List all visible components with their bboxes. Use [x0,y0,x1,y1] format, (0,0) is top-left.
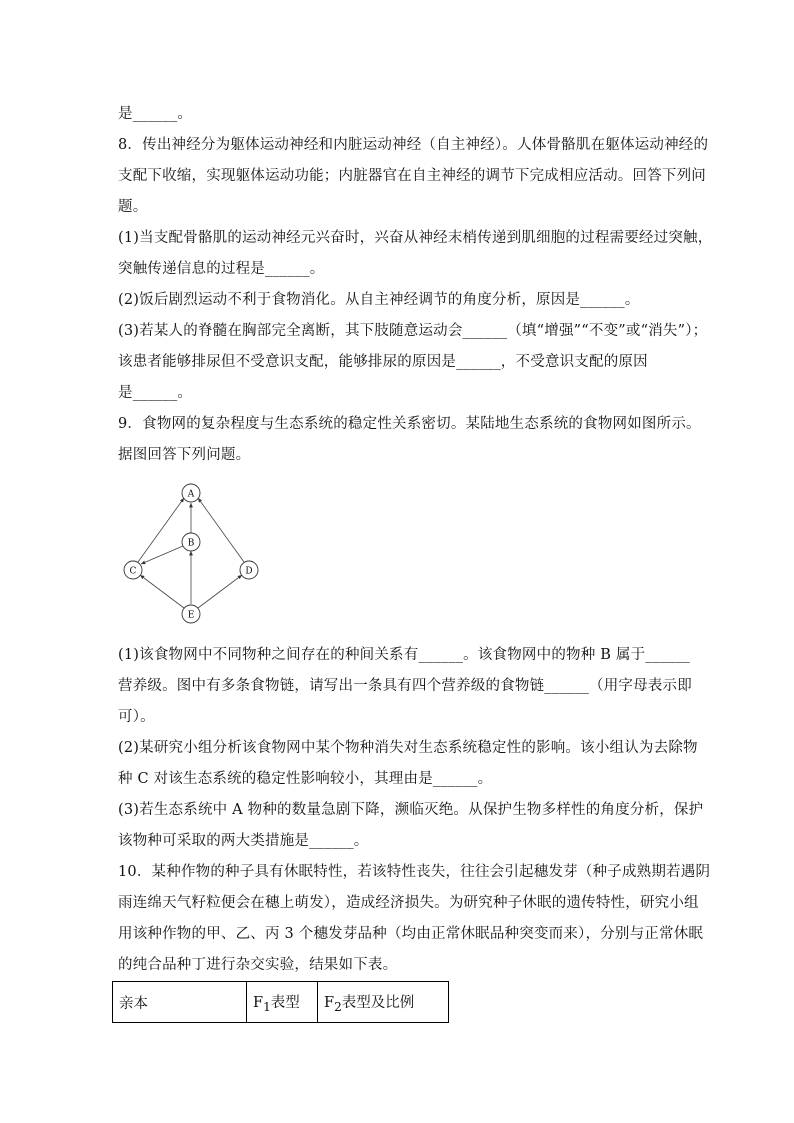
header-f1-phenotype: $F_1$表型 [247,982,318,1023]
node-label-a: A [187,489,195,500]
text-line: 的纯合品种丁进行杂交实验，结果如下表。 [118,957,398,973]
text-line: (2)饭后剧烈运动不利于食物消化。从自主神经调节的角度分析，原因是______。 [118,292,640,308]
text-line: (3)若生态系统中 A 物种的数量急剧下降，濒临灭绝。从保护生物多样性的角度分析，保护 [118,802,704,818]
text-line: (2)某研究小组分析该食物网中某个物种消失对生态系统稳定性的影响。该小组认为去除物 [118,740,698,756]
text-line: 是______。 [118,385,193,401]
food-web-edge [198,575,242,608]
text-line: 据图回答下列问题。 [118,447,251,463]
node-label-c: C [129,566,137,577]
food-web-edge [198,498,244,562]
node-label-b: B [187,538,195,549]
food-web-diagram [118,480,268,630]
cross-results-table [112,981,449,1023]
table-header-row [113,982,449,1023]
text-line: 突触传递信息的过程是______。 [118,261,325,277]
text-line: 该患者能够排尿但不受意识支配，能够排尿的原因是______，不受意识支配的原因 [118,354,648,370]
text-line: 雨连绵天气籽粒便会在穗上萌发），造成经济损失。为研究种子休眠的遗传特性，研究小组 [118,895,699,911]
node-label-e: E [187,610,195,621]
text-line: (3)若某人的脊髓在胸部完全离断，其下肢随意运动会______（填“增强”“不变”或“消失”）； [118,323,708,339]
food-web-edge [140,575,184,608]
text-line: 是______。 [118,106,193,122]
food-web-edge [138,498,184,562]
text-line: 种 C 对该生态系统的稳定性影响较小，其理由是______。 [118,771,493,787]
text-line: 支配下收缩，实现躯体运动功能；内脏器官在自主神经的调节下完成相应活动。回答下列问 [118,168,706,184]
header-f2-phenotype-ratio: $F_2$表型及比例 [318,982,449,1023]
text-line: 题。 [118,199,148,215]
text-line: (1)当支配骨骼肌的运动神经元兴奋时，兴奋从神经末梢传递到肌细胞的过程需要经过突触， [118,230,713,246]
question-9-text: 9．食物网的复杂程度与生态系统的稳定性关系密切。某陆地生态系统的食物网如图所示。 [118,416,701,432]
text-line: 该物种可采取的两大类措施是______。 [118,833,369,849]
text-line: 营养级。图中有多条食物链，请写出一条具有四个营养级的食物链______（用字母表示即 [118,678,692,694]
text-line: 可）。 [118,709,155,725]
question-8-text: 8．传出神经分为躯体运动神经和内脏运动神经（自主神经）。人体骨骼肌在躯体运动神经的 [118,137,709,153]
question-10-text: 10．某种作物的种子具有休眠特性，若该特性丧失，往往会引起穗发芽（种子成熟期若遇阴 [118,864,711,880]
text-line: (1)该食物网中不同物种之间存在的种间关系有______。该食物网中的物种 B 属于______ [118,647,691,663]
text-line: 用该种作物的甲、乙、丙 3 个穗发芽品种（均由正常休眠品种突变而来），分别与正常休眠 [118,926,704,942]
node-label-d: D [245,566,253,577]
header-parents: 亲本 [113,982,247,1023]
